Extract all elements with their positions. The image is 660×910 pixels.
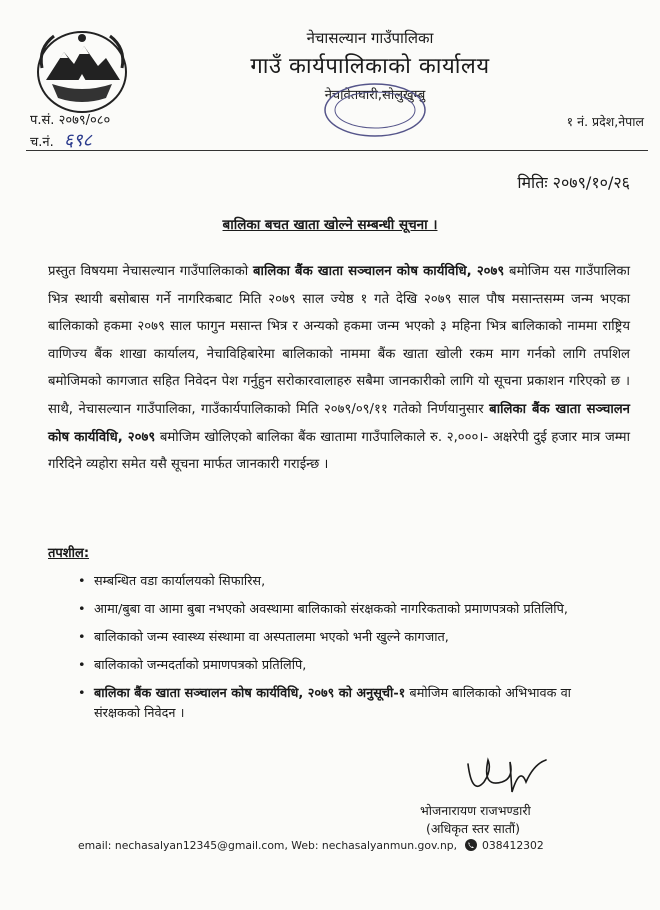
list-item	[80, 600, 620, 620]
phone-icon	[465, 839, 477, 851]
date-label: मितिः	[517, 173, 548, 192]
government-emblem-icon	[34, 28, 130, 116]
list-item-text: आमा/बुबा वा आमा बुबा नभएको अवस्थामा बालिकाको संरक्षकको नागरिकताको प्रमाणपत्रको प्रतिलिपि,	[94, 602, 568, 617]
dispatch-number	[30, 128, 92, 152]
body-bold-2: बालिका बैंक खाता सञ्चालन कोष कार्यविधि, २०७९	[48, 401, 630, 445]
body-part-3: बमोजिम खोलिएको बालिका बैंक खातामा गाउँपालिकाले रु. २,०००।- अक्षरेपी दुई हजार मात्र जम्मा गरिदिने व्यहोरा समेत यसै सूचना मार्फत जानकारी गराईन्छ ।	[48, 429, 630, 473]
cn-label: च.नं.	[30, 135, 54, 150]
signatory-name: भोजनारायण राजभण्डारी	[420, 803, 531, 818]
notice-body	[48, 258, 630, 479]
office-address: नेचावेतघारी,सोलुखुम्बु	[324, 88, 426, 103]
required-documents-list	[80, 572, 620, 732]
ps-label: प.सं.	[30, 113, 55, 128]
contact-footer	[78, 839, 544, 852]
ps-value: २०७९/०८०	[58, 113, 111, 128]
date-value: २०७९/१०/२६	[552, 173, 630, 192]
list-item-text: बालिकाको जन्मदर्ताको प्रमाणपत्रको प्रतिलिपि,	[94, 658, 307, 673]
office-stamp-icon	[320, 80, 430, 140]
notice-date	[517, 171, 630, 193]
body-part-2: बमोजिम यस गाउँपालिका भित्र स्थायी बसोबास गर्ने नागरिकबाट मिति २०७९ साल ज्येष्ठ १ गते देखि २०७९ साल पौष मसान्तसम्म जन्म भएका बालिकाको हकमा २०७९ साल फागुन मसान्त भित्र र अन्यको हकमा जन्म भएको ३ महिना भित्र बालिकाको नाममा राष्ट्रिय वाणिज्य बैंक शाखा कार्यालय, नेचाविहिबारेमा बालिकाको नाममा बैंक खाता खोली रकम माग गर्नको लागि तपशिल बमोजिमको कागजात सहित निवेदन पेश गर्नुहुन सरोकारवालाहरु सबैमा जानकारीको लागि यो सूचना प्रकाशन गरिएको छ । साथै, नेचासल्यान गाउँपालिका, गाउँकार्यपालिकाको मिति २०७९/०९/११ गतेको निर्णयानुसार	[48, 264, 630, 417]
list-item-text: बालिकाको जन्म स्वास्थ्य संस्थामा वा अस्पतालमा भएको भनी खुल्ने कागजात,	[94, 630, 449, 645]
details-heading: तपशील:	[48, 546, 90, 561]
list-item	[80, 684, 620, 724]
reference-number	[30, 110, 110, 128]
subject-text: बालिका बचत खाता खोल्ने सम्बन्धी सूचना ।	[222, 217, 438, 233]
list-item-bold: बालिका बैंक खाता सञ्चालन कोष कार्यविधि, २०७९ को अनुसूची-१	[94, 686, 406, 701]
signatory-title: (अधिकृत स्तर सातौं)	[426, 821, 521, 836]
body-bold-1: बालिका बैंक खाता सञ्चालन कोष कार्यविधि, २०७९	[253, 264, 505, 279]
contact-email-web: email: nechasalyan12345@gmail.com, Web: nechasalyanmun.gov.np,	[78, 839, 458, 852]
list-item-text: बमोजिम बालिकाको अभिभावक वा संरक्षकको निवेदन ।	[94, 686, 571, 721]
cn-value: ६९८	[63, 130, 92, 151]
list-item	[80, 628, 620, 648]
contact-phone: 038412302	[481, 839, 544, 852]
signature-icon	[462, 752, 550, 802]
office-name: गाउँ कार्यपालिकाको कार्यालय	[250, 54, 490, 79]
body-part-1: प्रस्तुत विषयमा नेचासल्यान गाउँपालिकाको	[48, 264, 249, 279]
province-label: १ नं. प्रदेश,नेपाल	[566, 114, 644, 129]
list-item	[80, 572, 620, 592]
notice-subject	[0, 215, 660, 233]
municipality-name: नेचासल्यान गाउँपालिका	[306, 29, 434, 47]
list-item-text: सम्बन्धित वडा कार्यालयको सिफारिस,	[94, 574, 266, 589]
list-item	[80, 656, 620, 676]
header-divider	[26, 150, 648, 151]
